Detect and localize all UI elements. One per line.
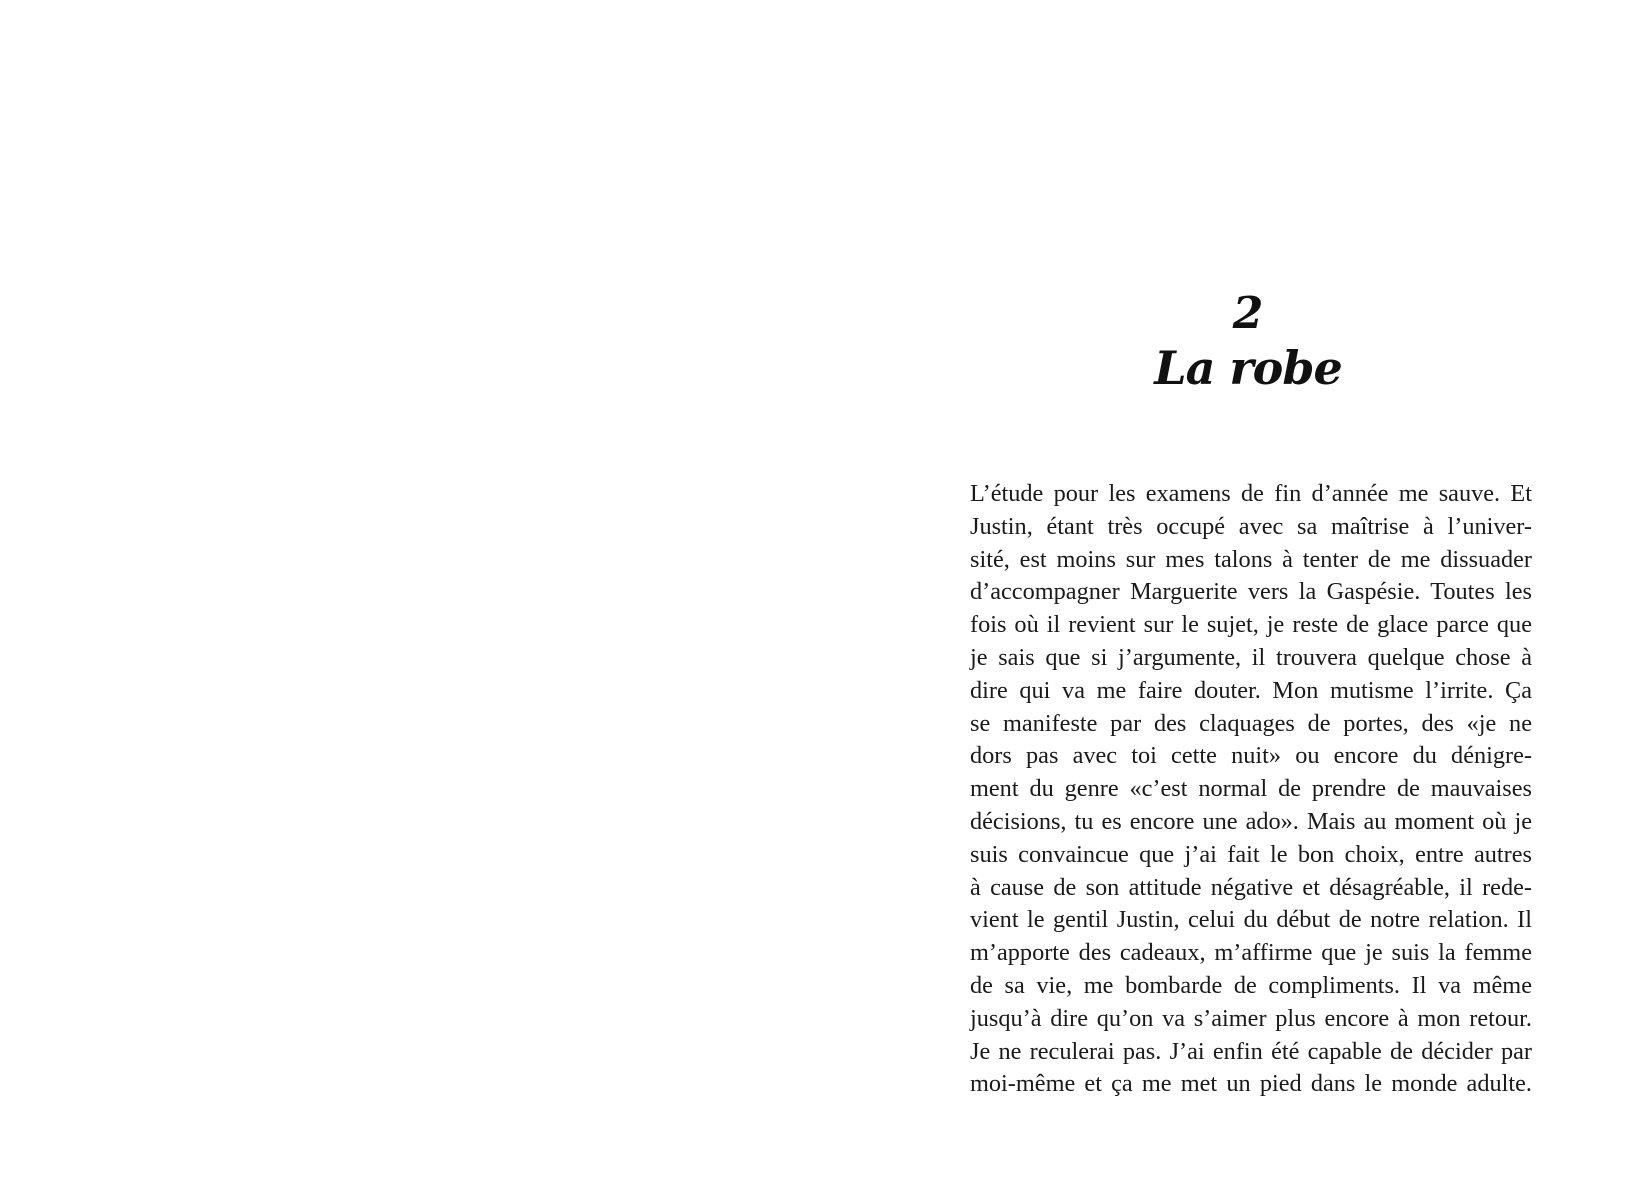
text-line: se manifeste par des claquages de portes, des «je ne [970, 709, 1532, 737]
text-line: à cause de son attitude négative et désagréable, il rede- [970, 873, 1532, 901]
right-page [818, 0, 1636, 1200]
text-line: Justin, étant très occupé avec sa maîtrise à l’univer- [970, 512, 1532, 540]
text-line: décisions, tu es encore une ado». Mais au moment où je [970, 807, 1532, 835]
text-line: sité, est moins sur mes talons à tenter de me dissuader [970, 545, 1532, 573]
text-line: jusqu’à dire qu’on va s’aimer plus encore à mon retour. [970, 1004, 1532, 1032]
text-line: dors pas avec toi cette nuit» ou encore du dénigre- [970, 742, 1532, 770]
chapter-title: La robe [1154, 341, 1342, 395]
text-line: m’apporte des cadeaux, m’affirme que je suis la femme [970, 939, 1532, 967]
chapter-number: 2 [1232, 288, 1264, 339]
chapter-heading [968, 290, 1528, 398]
text-line: L’étude pour les examens de fin d’année me sauve. Et [970, 480, 1532, 507]
chapter-body-text [970, 478, 1532, 1101]
text-line: suis convaincue que j’ai fait le bon choix, entre autres [970, 840, 1532, 868]
text-line: d’accompagner Marguerite vers la Gaspésie. Toutes les [970, 578, 1532, 606]
text-line: moi-même et ça me met un pied dans le monde adulte. [970, 1070, 1532, 1098]
text-line: Je ne reculerai pas. J’ai enfin été capable de décider par [970, 1037, 1532, 1065]
text-line: ment du genre «c’est normal de prendre de mauvaises [970, 775, 1532, 803]
text-line: dire qui va me faire douter. Mon mutisme l’irrite. Ça [970, 676, 1532, 704]
text-line: je sais que si j’argumente, il trouvera quelque chose à [970, 643, 1532, 671]
text-line: fois où il revient sur le sujet, je reste de glace parce que [970, 611, 1532, 639]
text-line: vient le gentil Justin, celui du début de notre relation. Il [970, 906, 1532, 934]
text-line: de sa vie, me bombarde de compliments. Il va même [970, 971, 1532, 999]
